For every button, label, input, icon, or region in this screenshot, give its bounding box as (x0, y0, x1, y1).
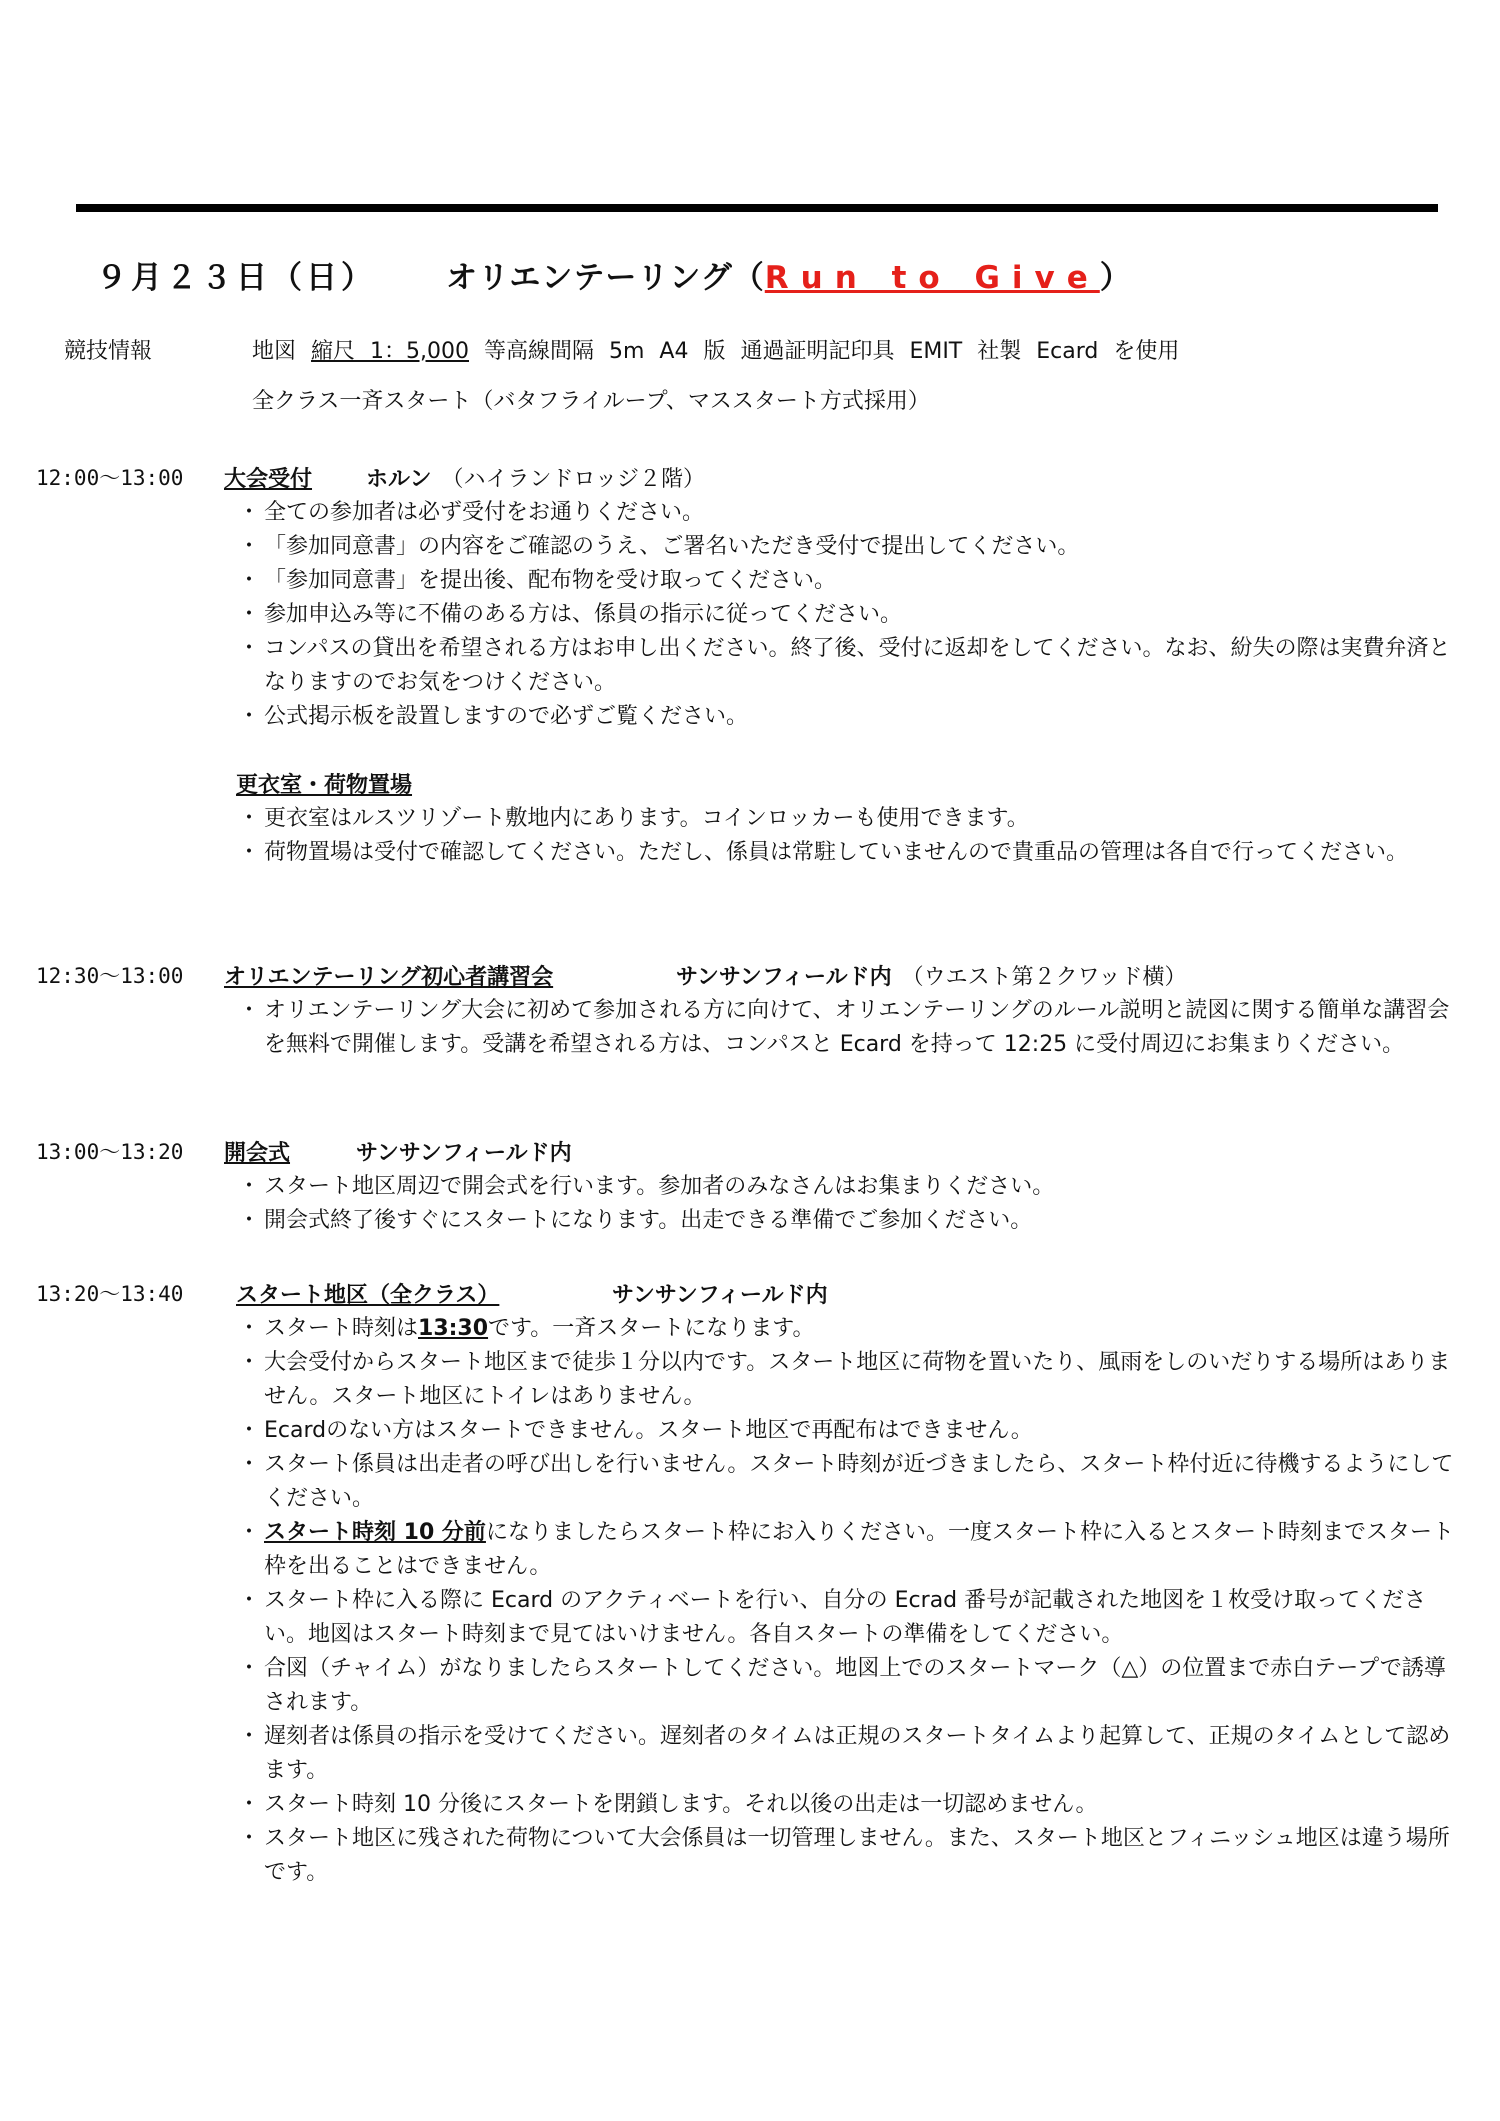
section-heading-text: 開会式 (224, 1141, 291, 1166)
section-time: 12:30〜13:00 (36, 964, 184, 988)
section-start-area (36, 1278, 1454, 1890)
section-heading (224, 960, 553, 991)
place-note: （ウエスト第２クワッド横） (901, 965, 1187, 990)
list-item: ・ 「参加同意書」を提出後、配布物を受け取ってください。 (244, 564, 1454, 598)
place-name: サンサンフィールド内 (612, 1283, 828, 1308)
list-item: ・ スタート時刻 10 分後にスタートを閉鎖します。それ以後の出走は一切認めません。 (244, 1788, 1454, 1822)
section-heading (236, 1278, 499, 1309)
list-item: ・ スタート係員は出走者の呼び出しを行いません。スタート時刻が近づきましたら、スタート枠付近に待機するようにしてください。 (244, 1448, 1454, 1516)
list-item-emphasis (244, 1516, 1454, 1584)
run-to-give-label: Run to Give (764, 260, 1100, 296)
emphasis-text: スタート時刻 10 分前 (264, 1520, 486, 1545)
map-label: 地図 (252, 339, 297, 364)
list-item: ・ 大会受付からスタート地区まで徒歩１分以内です。スタート地区に荷物を置いたり、風雨をしのいだりする場所はありません。スタート地区にトイレはありません。 (244, 1346, 1454, 1414)
section-heading-text: スタート地区（全クラス） (236, 1283, 500, 1308)
list-item: ・ 荷物置場は受付で確認してください。ただし、係員は常駐していませんので貴重品の管理は各自で行ってください。 (244, 836, 1454, 870)
competition-info-label: 競技情報 (64, 339, 153, 364)
sub-item-list (36, 802, 1436, 870)
section-opening-ceremony (36, 1136, 1436, 1238)
list-item: ・ Ecardのない方はスタートできません。スタート地区で再配布はできません。 (244, 1414, 1454, 1448)
section-place (356, 1136, 572, 1167)
competition-info-line-1 (252, 334, 1179, 365)
section-beginner-lecture (36, 960, 1450, 1062)
section-heading-text: オリエンテーリング初心者講習会 (224, 965, 554, 990)
list-item: ・ 開会式終了後すぐにスタートになります。出走できる準備でご参加ください。 (244, 1204, 1454, 1238)
list-item: ・ スタート地区に残された荷物について大会係員は一切管理しません。また、スタート地区とフィニッシュ地区は違う場所です。 (244, 1822, 1454, 1890)
top-rule (76, 204, 1438, 212)
place-name: サンサンフィールド内 (356, 1141, 572, 1166)
section-time: 13:00〜13:20 (36, 1140, 184, 1164)
place-name: サンサンフィールド内 (676, 965, 892, 990)
page-title (96, 252, 1132, 297)
item-list (36, 1170, 1436, 1238)
item-list (36, 1312, 1454, 1890)
event-date: ９月２３日（日） (96, 260, 376, 296)
item-list (36, 994, 1450, 1062)
section-place (366, 462, 705, 493)
section-heading (224, 462, 312, 493)
section-place (612, 1278, 828, 1309)
place-note: （ハイランドロッジ２階） (441, 467, 706, 492)
list-item-start-time (244, 1312, 1454, 1346)
section-reception (36, 462, 1451, 870)
map-details: 等高線間隔 5m A4 版 通過証明記印具 EMIT 社製 Ecard を使用 (484, 339, 1180, 364)
list-item: ・ 「参加同意書」の内容をご確認のうえ、ご署名いただき受付で提出してください。 (244, 530, 1454, 564)
start-time-value: 13:30 (418, 1316, 489, 1341)
section-header (36, 1278, 1436, 1312)
list-item: ・ 遅刻者は係員の指示を受けてください。遅刻者のタイムは正規のスタートタイムより起算して、正規のタイムとして認めます。 (244, 1720, 1454, 1788)
list-item: ・ スタート枠に入る際に Ecard のアクティベートを行い、自分の Ecrad 番号が記載された地図を１枚受け取ってください。地図はスタート時刻まで見てはいけません。各自スタートの準備をしてください。 (244, 1584, 1454, 1652)
section-header (36, 1136, 1436, 1170)
list-item: ・ 更衣室はルスツリゾート敷地内にあります。コインロッカーも使用できます。 (244, 802, 1454, 836)
item-text: です。一斉スタートになります。 (488, 1316, 815, 1341)
list-item: ・ コンパスの貸出を希望される方はお申し出ください。終了後、受付に返却をしてください。なお、紛失の際は実費弁済となりますのでお気をつけください。 (244, 632, 1454, 700)
competition-info-line-2: 全クラス一斉スタート（バタフライループ、マススタート方式採用） (252, 389, 930, 414)
section-heading (224, 1136, 290, 1167)
title-close-paren: ） (1099, 260, 1132, 296)
list-item: ・ スタート地区周辺で開会式を行います。参加者のみなさんはお集まりください。 (244, 1170, 1454, 1204)
item-text: になりましたらスタート枠にお入りください。一度スタート枠に入るとスタート時刻までスタート枠を出ることはできません。 (264, 1520, 1454, 1579)
section-time: 12:00〜13:00 (36, 466, 184, 490)
place-name: ホルン (366, 467, 432, 492)
section-header (36, 960, 1436, 994)
spacer (36, 734, 1436, 768)
sub-heading-changing-room: 更衣室・荷物置場 (236, 773, 413, 798)
item-text: スタート時刻は (264, 1316, 419, 1341)
list-item: ・ 合図（チャイム）がなりましたらスタートしてください。地図上でのスタートマーク（△）の位置まで赤白テープで誘導されます。 (244, 1652, 1454, 1720)
list-item: ・ 公式掲示板を設置しますので必ずご覧ください。 (244, 700, 1454, 734)
section-heading-text: 大会受付 (224, 467, 313, 492)
event-name: オリエンテーリング（ (446, 260, 765, 296)
section-header (36, 462, 1436, 496)
item-list (36, 496, 1451, 734)
list-item: ・ 全ての参加者は必ず受付をお通りください。 (244, 496, 1454, 530)
section-time: 13:20〜13:40 (36, 1282, 184, 1306)
map-scale: 縮尺 1：5,000 (311, 339, 469, 364)
section-place (676, 960, 1187, 991)
list-item: ・ オリエンテーリング大会に初めて参加される方に向けて、オリエンテーリングのルール説明と読図に関する簡単な講習会を無料で開催します。受講を希望される方は、コンパスと Ecard を持って 12:25 に受付周辺にお集まりください。 (244, 994, 1454, 1062)
list-item: ・ 参加申込み等に不備のある方は、係員の指示に従ってください。 (244, 598, 1454, 632)
